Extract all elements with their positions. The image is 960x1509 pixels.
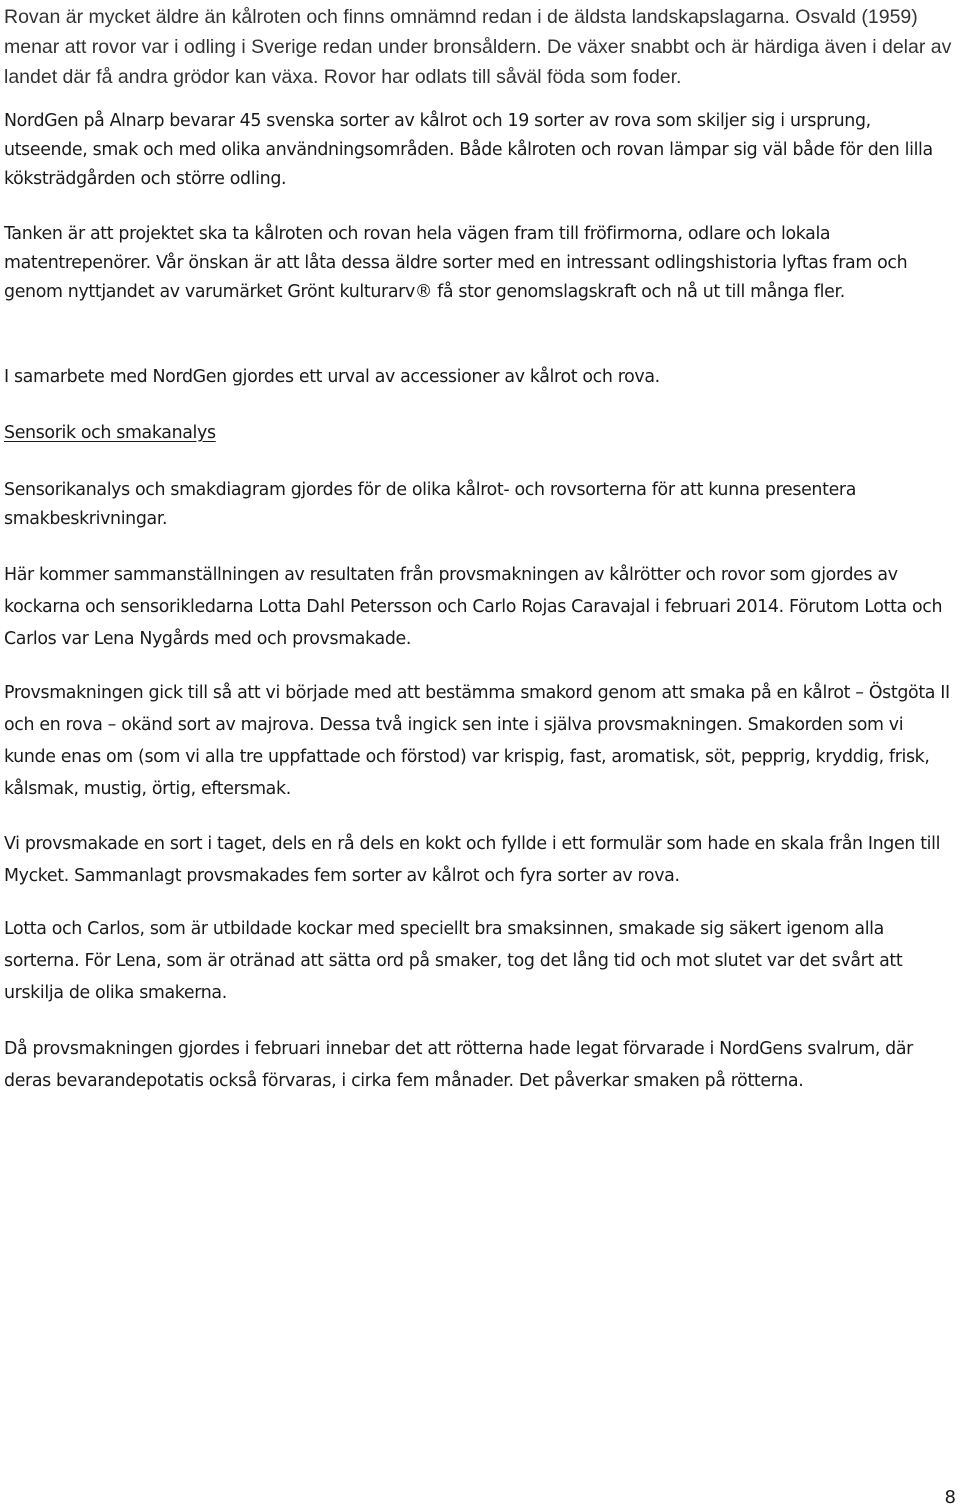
section-heading-sensorik: Sensorik och smakanalys bbox=[4, 423, 216, 443]
paragraph-rovan-history: Rovan är mycket äldre än kålroten och finns omnämnd redan i de äldsta landskapslagarna. Osvald (1959) menar att rovor var i odling i Sverige redan under bronsåldern. De växer snabbt och är härdiga även i delar av landet där få andra grödor kan växa. Rovor har odlats till såväl föda som foder. bbox=[4, 6, 952, 88]
paragraph-nordgen-sorts: NordGen på Alnarp bevarar 45 svenska sorter av kålrot och 19 sorter av rova som skiljer sig i ursprung, utseende, smak och med olika användningsområden. Både kålroten och rovan lämpar sig väl både för den lilla köksträdgården och större odling. bbox=[4, 111, 933, 189]
paragraph-selection: I samarbete med NordGen gjordes ett urval av accessioner av kålrot och rova. bbox=[4, 367, 660, 387]
paragraph-tasting-scale: Vi provsmakade en sort i taget, dels en rå dels en kokt och fyllde i ett formulär som hade en skala från Ingen till Mycket. Sammanlagt provsmakades fem sorter av kålrot och fyra sorter av rova. bbox=[4, 834, 941, 886]
paragraph-project-goal: Tanken är att projektet ska ta kålroten och rovan hela vägen fram till fröfirmorna, odlare och lokala matentrepenörer. Vår önskan är att låta dessa äldre sorter med en intressant odlingshistoria lyftas fram och genom nyttjandet av varumärket Grönt kulturarv® få stor genomslagskraft och nå ut till många fler. bbox=[4, 224, 908, 302]
paragraph-tasting-summary: Här kommer sammanställningen av resultaten från provsmakningen av kålrötter och rovor som gjordes av kockarna och sensorikledarna Lotta Dahl Petersson och Carlo Rojas Caravajal i februari 2014. Förutom Lotta och Carlos var Lena Nygårds med och provsmakade. bbox=[4, 565, 943, 649]
paragraph-tasting-method: Provsmakningen gick till så att vi började med att bestämma smakord genom att smaka på en kålrot – Östgöta II och en rova – okänd sort av majrova. Dessa två ingick sen inte i själva provsmakningen. Smakorden som vi kunde enas om (som vi alla tre uppfattade och förstod) var krispig, fast, aromatisk, söt, pepprig, kryddig, frisk, kålsmak, mustig, örtig, eftersmak. bbox=[4, 683, 950, 799]
paragraph-sensory-analysis: Sensorikanalys och smakdiagram gjordes för de olika kålrot- och rovsorterna för att kunna presentera smakbeskrivningar. bbox=[4, 480, 857, 529]
paragraph-tasters: Lotta och Carlos, som är utbildade kockar med speciellt bra smaksinnen, smakade sig säkert igenom alla sorterna. För Lena, som är otränad att sätta ord på smaker, tog det lång tid och mot slutet var det svårt att urskilja de olika smakerna. bbox=[4, 919, 903, 1003]
paragraph-storage: Då provsmakningen gjordes i februari innebar det att rötterna hade legat förvarade i NordGens svalrum, där deras bevarandepotatis också förvaras, i cirka fem månader. Det påverkar smaken på rötterna. bbox=[4, 1039, 913, 1091]
page-number: 8 bbox=[944, 1487, 956, 1508]
